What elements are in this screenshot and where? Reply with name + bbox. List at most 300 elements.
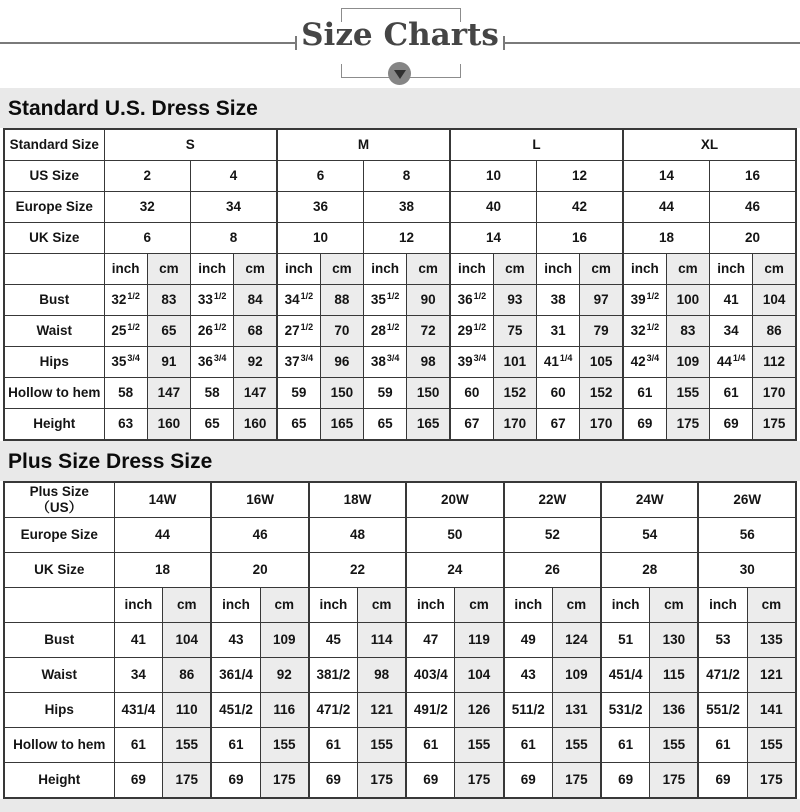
section-title-plus: Plus Size Dress Size xyxy=(0,441,800,481)
fraction-superscript: 3/4 xyxy=(386,352,400,363)
unit-cell: cm xyxy=(666,254,709,285)
fraction-superscript: 1/2 xyxy=(646,290,660,301)
value-cell: 31 xyxy=(537,316,580,347)
value-cell: 431/4 xyxy=(114,693,163,728)
unit-cell: cm xyxy=(580,254,623,285)
fraction-superscript: 3/4 xyxy=(300,352,314,363)
row-label: Bust xyxy=(4,623,114,658)
measure-row xyxy=(4,693,796,728)
info-cell: 30 xyxy=(698,553,796,588)
info-cell: 2 xyxy=(104,161,191,192)
value-cell: 69 xyxy=(710,409,753,441)
info-cell: 12 xyxy=(364,223,451,254)
unit-row-label xyxy=(4,254,104,285)
value-cell: 97 xyxy=(580,285,623,316)
info-cell: 6 xyxy=(104,223,191,254)
size-header-row xyxy=(4,129,796,161)
value-cell: 451/4 xyxy=(601,658,650,693)
info-cell: 34 xyxy=(191,192,278,223)
row-label: Waist xyxy=(4,316,104,347)
unit-cell: inch xyxy=(114,588,163,623)
value-cell: 83 xyxy=(666,316,709,347)
value-cell: 61 xyxy=(698,728,747,763)
value-cell: 65 xyxy=(364,409,407,441)
standard-size-section xyxy=(0,88,800,441)
value-cell: 58 xyxy=(104,378,147,409)
row-label: Waist xyxy=(4,658,114,693)
value-cell: 126 xyxy=(455,693,504,728)
value-cell: 67 xyxy=(450,409,493,441)
value-cell: 90 xyxy=(407,285,450,316)
fraction-superscript: 1/2 xyxy=(473,290,487,301)
info-cell: 48 xyxy=(309,518,406,553)
size-charts-header xyxy=(0,0,800,88)
fraction-superscript: 1/4 xyxy=(559,352,573,363)
value-cell: 150 xyxy=(407,378,450,409)
info-cell: 14 xyxy=(450,223,537,254)
info-cell: 12 xyxy=(537,161,624,192)
bottom-strip xyxy=(0,799,800,812)
value-cell: 175 xyxy=(455,763,504,799)
info-cell: 6 xyxy=(277,161,364,192)
value-cell: 175 xyxy=(163,763,212,799)
value-cell: 59 xyxy=(364,378,407,409)
unit-row xyxy=(4,588,796,623)
fraction-superscript: 3/4 xyxy=(213,352,227,363)
info-row xyxy=(4,161,796,192)
value-cell: 100 xyxy=(666,285,709,316)
unit-cell: cm xyxy=(320,254,363,285)
value-cell: 60 xyxy=(450,378,493,409)
value-cell: 69 xyxy=(211,763,260,799)
info-cell: 10 xyxy=(450,161,537,192)
value-cell: 69 xyxy=(698,763,747,799)
value-cell: 53 xyxy=(698,623,747,658)
value-cell: 104 xyxy=(163,623,212,658)
value-cell: $39^{1/2}$ xyxy=(623,285,666,316)
fraction-superscript: 1/2 xyxy=(300,321,314,332)
size-header-cell: S xyxy=(104,129,277,161)
measure-row xyxy=(4,409,796,441)
value-cell: 61 xyxy=(504,728,553,763)
value-cell: 104 xyxy=(455,658,504,693)
measure-row xyxy=(4,347,796,378)
value-cell: 86 xyxy=(163,658,212,693)
unit-cell: cm xyxy=(147,254,190,285)
info-cell: 18 xyxy=(114,553,211,588)
value-cell: 34 xyxy=(710,316,753,347)
info-cell: 42 xyxy=(537,192,624,223)
measure-row xyxy=(4,316,796,347)
value-cell: 403/4 xyxy=(406,658,455,693)
value-cell: 109 xyxy=(666,347,709,378)
value-cell: 170 xyxy=(580,409,623,441)
info-cell: 44 xyxy=(114,518,211,553)
value-cell: 109 xyxy=(552,658,601,693)
value-cell: 61 xyxy=(309,728,358,763)
value-cell: 175 xyxy=(666,409,709,441)
value-cell: $41^{1/4}$ xyxy=(537,347,580,378)
info-cell: 28 xyxy=(601,553,698,588)
row-label: Hollow to hem xyxy=(4,728,114,763)
info-cell: 56 xyxy=(698,518,796,553)
info-cell: 24 xyxy=(406,553,503,588)
unit-row xyxy=(4,254,796,285)
value-cell: 91 xyxy=(147,347,190,378)
info-row xyxy=(4,192,796,223)
value-cell: 41 xyxy=(114,623,163,658)
value-cell: 141 xyxy=(747,693,796,728)
info-cell: 10 xyxy=(277,223,364,254)
value-cell: $36^{1/2}$ xyxy=(450,285,493,316)
value-cell: 131 xyxy=(552,693,601,728)
info-cell: 46 xyxy=(710,192,797,223)
row-label: Europe Size xyxy=(4,192,104,223)
fraction-superscript: 3/4 xyxy=(473,352,487,363)
info-cell: 8 xyxy=(191,223,278,254)
info-cell: 52 xyxy=(504,518,601,553)
value-cell: 165 xyxy=(320,409,363,441)
unit-cell: inch xyxy=(504,588,553,623)
info-cell: 14 xyxy=(623,161,710,192)
value-cell: $39^{3/4}$ xyxy=(450,347,493,378)
unit-cell: inch xyxy=(698,588,747,623)
value-cell: 109 xyxy=(260,623,309,658)
value-cell: 96 xyxy=(320,347,363,378)
fraction-superscript: 1/2 xyxy=(300,290,314,301)
value-cell: 511/2 xyxy=(504,693,553,728)
fraction-superscript: 1/2 xyxy=(386,321,400,332)
info-cell: 8 xyxy=(364,161,451,192)
value-cell: 147 xyxy=(234,378,277,409)
info-cell: 38 xyxy=(364,192,451,223)
value-cell: 70 xyxy=(320,316,363,347)
value-cell: 61 xyxy=(601,728,650,763)
value-cell: 155 xyxy=(163,728,212,763)
value-cell: $34^{1/2}$ xyxy=(277,285,320,316)
info-cell: 20 xyxy=(211,553,308,588)
value-cell: 49 xyxy=(504,623,553,658)
row-label: Hips xyxy=(4,693,114,728)
value-cell: 61 xyxy=(406,728,455,763)
value-cell: 491/2 xyxy=(406,693,455,728)
value-cell: 471/2 xyxy=(309,693,358,728)
value-cell: 47 xyxy=(406,623,455,658)
info-cell: 44 xyxy=(623,192,710,223)
value-cell: 61 xyxy=(710,378,753,409)
info-row xyxy=(4,553,796,588)
value-cell: 65 xyxy=(147,316,190,347)
value-cell: 67 xyxy=(537,409,580,441)
info-row xyxy=(4,223,796,254)
value-cell: 43 xyxy=(211,623,260,658)
value-cell: $38^{3/4}$ xyxy=(364,347,407,378)
info-cell: 26 xyxy=(504,553,601,588)
value-cell: 121 xyxy=(358,693,407,728)
value-cell: 130 xyxy=(650,623,699,658)
measure-row xyxy=(4,658,796,693)
row-label: Height xyxy=(4,409,104,441)
value-cell: 84 xyxy=(234,285,277,316)
value-cell: 51 xyxy=(601,623,650,658)
size-header-label: Plus Size （US） xyxy=(4,482,114,518)
value-cell: 69 xyxy=(601,763,650,799)
info-cell: 32 xyxy=(104,192,191,223)
value-cell: 69 xyxy=(406,763,455,799)
value-cell: 86 xyxy=(753,316,796,347)
info-cell: 50 xyxy=(406,518,503,553)
section-title-standard: Standard U.S. Dress Size xyxy=(0,88,800,128)
size-header-cell: 22W xyxy=(504,482,601,518)
value-cell: 160 xyxy=(147,409,190,441)
value-cell: 175 xyxy=(552,763,601,799)
value-cell: 155 xyxy=(650,728,699,763)
value-cell: 112 xyxy=(753,347,796,378)
value-cell: 60 xyxy=(537,378,580,409)
size-header-cell: XL xyxy=(623,129,796,161)
value-cell: $37^{3/4}$ xyxy=(277,347,320,378)
value-cell: 72 xyxy=(407,316,450,347)
unit-cell: inch xyxy=(710,254,753,285)
value-cell: 68 xyxy=(234,316,277,347)
value-cell: 119 xyxy=(455,623,504,658)
row-label: Height xyxy=(4,763,114,799)
value-cell: 105 xyxy=(580,347,623,378)
unit-cell: cm xyxy=(493,254,536,285)
value-cell: 121 xyxy=(747,658,796,693)
unit-cell: cm xyxy=(455,588,504,623)
size-header-cell: 14W xyxy=(114,482,211,518)
value-cell: 69 xyxy=(623,409,666,441)
value-cell: $44^{1/4}$ xyxy=(710,347,753,378)
info-cell: 16 xyxy=(710,161,797,192)
fraction-superscript: 3/4 xyxy=(646,352,660,363)
value-cell: 61 xyxy=(114,728,163,763)
info-cell: 54 xyxy=(601,518,698,553)
value-cell: 63 xyxy=(104,409,147,441)
size-header-row xyxy=(4,482,796,518)
size-header-cell: 26W xyxy=(698,482,796,518)
fraction-superscript: 1/2 xyxy=(473,321,487,332)
value-cell: 155 xyxy=(260,728,309,763)
value-cell: 43 xyxy=(504,658,553,693)
value-cell: 92 xyxy=(234,347,277,378)
value-cell: 175 xyxy=(650,763,699,799)
row-label: Europe Size xyxy=(4,518,114,553)
value-cell: 175 xyxy=(753,409,796,441)
row-label: Hollow to hem xyxy=(4,378,104,409)
value-cell: 175 xyxy=(747,763,796,799)
size-header-label: Standard Size xyxy=(4,129,104,161)
value-cell: 155 xyxy=(455,728,504,763)
value-cell: 170 xyxy=(493,409,536,441)
value-cell: 61 xyxy=(623,378,666,409)
value-cell: 93 xyxy=(493,285,536,316)
info-cell: 18 xyxy=(623,223,710,254)
measure-row xyxy=(4,378,796,409)
value-cell: 124 xyxy=(552,623,601,658)
value-cell: 381/2 xyxy=(309,658,358,693)
plus-size-section xyxy=(0,441,800,799)
value-cell: $32^{1/2}$ xyxy=(104,285,147,316)
fraction-superscript: 1/4 xyxy=(732,352,746,363)
value-cell: 110 xyxy=(163,693,212,728)
unit-cell: cm xyxy=(234,254,277,285)
value-cell: 155 xyxy=(666,378,709,409)
value-cell: $29^{1/2}$ xyxy=(450,316,493,347)
value-cell: 152 xyxy=(580,378,623,409)
value-cell: $32^{1/2}$ xyxy=(623,316,666,347)
value-cell: 98 xyxy=(358,658,407,693)
value-cell: 101 xyxy=(493,347,536,378)
measure-row xyxy=(4,728,796,763)
unit-cell: cm xyxy=(358,588,407,623)
measure-row xyxy=(4,285,796,316)
row-label: Bust xyxy=(4,285,104,316)
unit-cell: cm xyxy=(753,254,796,285)
value-cell: 116 xyxy=(260,693,309,728)
unit-cell: cm xyxy=(747,588,796,623)
size-header-cell: 20W xyxy=(406,482,503,518)
unit-cell: cm xyxy=(552,588,601,623)
value-cell: 175 xyxy=(260,763,309,799)
value-cell: 59 xyxy=(277,378,320,409)
value-cell: 152 xyxy=(493,378,536,409)
table-body xyxy=(4,129,796,440)
value-cell: $33^{1/2}$ xyxy=(191,285,234,316)
value-cell: 45 xyxy=(309,623,358,658)
size-header-cell: L xyxy=(450,129,623,161)
value-cell: 98 xyxy=(407,347,450,378)
table-body xyxy=(4,482,796,798)
fraction-superscript: 1/2 xyxy=(646,321,660,332)
value-cell: 361/4 xyxy=(211,658,260,693)
fraction-superscript: 1/2 xyxy=(213,290,227,301)
value-cell: 34 xyxy=(114,658,163,693)
row-label: UK Size xyxy=(4,553,114,588)
value-cell: 451/2 xyxy=(211,693,260,728)
unit-cell: cm xyxy=(407,254,450,285)
unit-cell: inch xyxy=(406,588,455,623)
size-header-cell: 18W xyxy=(309,482,406,518)
value-cell: 88 xyxy=(320,285,363,316)
standard-size-table xyxy=(3,128,797,441)
value-cell: 155 xyxy=(747,728,796,763)
value-cell: 155 xyxy=(552,728,601,763)
size-header-cell: M xyxy=(277,129,450,161)
measure-row xyxy=(4,623,796,658)
row-label: UK Size xyxy=(4,223,104,254)
fraction-superscript: 3/4 xyxy=(127,352,140,363)
value-cell: 147 xyxy=(147,378,190,409)
value-cell: $35^{1/2}$ xyxy=(364,285,407,316)
chevron-down-icon xyxy=(388,62,411,85)
fraction-superscript: 1/2 xyxy=(127,321,140,332)
value-cell: $36^{3/4}$ xyxy=(191,347,234,378)
value-cell: $25^{1/2}$ xyxy=(104,316,147,347)
unit-cell: inch xyxy=(537,254,580,285)
value-cell: 150 xyxy=(320,378,363,409)
value-cell: 551/2 xyxy=(698,693,747,728)
unit-cell: inch xyxy=(450,254,493,285)
value-cell: 79 xyxy=(580,316,623,347)
size-header-cell: 16W xyxy=(211,482,308,518)
unit-cell: inch xyxy=(309,588,358,623)
info-cell: 20 xyxy=(710,223,797,254)
unit-cell: inch xyxy=(211,588,260,623)
value-cell: $26^{1/2}$ xyxy=(191,316,234,347)
unit-cell: cm xyxy=(163,588,212,623)
fraction-superscript: 1/2 xyxy=(213,321,227,332)
value-cell: 69 xyxy=(309,763,358,799)
value-cell: 114 xyxy=(358,623,407,658)
value-cell: 136 xyxy=(650,693,699,728)
unit-cell: inch xyxy=(601,588,650,623)
info-cell: 40 xyxy=(450,192,537,223)
row-label: Hips xyxy=(4,347,104,378)
value-cell: 69 xyxy=(504,763,553,799)
value-cell: 115 xyxy=(650,658,699,693)
value-cell: 38 xyxy=(537,285,580,316)
unit-cell: inch xyxy=(277,254,320,285)
info-cell: 36 xyxy=(277,192,364,223)
measure-row xyxy=(4,763,796,799)
value-cell: 65 xyxy=(191,409,234,441)
info-row xyxy=(4,518,796,553)
value-cell: 104 xyxy=(753,285,796,316)
chevron-down-glyph xyxy=(394,70,406,79)
value-cell: 155 xyxy=(358,728,407,763)
value-cell: 61 xyxy=(211,728,260,763)
fraction-superscript: 1/2 xyxy=(127,290,140,301)
value-cell: 92 xyxy=(260,658,309,693)
value-cell: $27^{1/2}$ xyxy=(277,316,320,347)
value-cell: 160 xyxy=(234,409,277,441)
value-cell: 69 xyxy=(114,763,163,799)
unit-cell: cm xyxy=(260,588,309,623)
unit-cell: inch xyxy=(364,254,407,285)
plus-size-table xyxy=(3,481,797,799)
unit-cell: inch xyxy=(104,254,147,285)
value-cell: 41 xyxy=(710,285,753,316)
value-cell: 531/2 xyxy=(601,693,650,728)
value-cell: $35^{3/4}$ xyxy=(104,347,147,378)
info-cell: 16 xyxy=(537,223,624,254)
page-title: Size Charts xyxy=(301,17,499,53)
info-cell: 46 xyxy=(211,518,308,553)
value-cell: 83 xyxy=(147,285,190,316)
info-cell: 4 xyxy=(191,161,278,192)
value-cell: 170 xyxy=(753,378,796,409)
value-cell: $42^{3/4}$ xyxy=(623,347,666,378)
value-cell: 175 xyxy=(358,763,407,799)
value-cell: $28^{1/2}$ xyxy=(364,316,407,347)
size-header-cell: 24W xyxy=(601,482,698,518)
fraction-superscript: 1/2 xyxy=(386,290,400,301)
value-cell: 471/2 xyxy=(698,658,747,693)
value-cell: 135 xyxy=(747,623,796,658)
unit-cell: inch xyxy=(623,254,666,285)
info-cell: 22 xyxy=(309,553,406,588)
unit-cell: inch xyxy=(191,254,234,285)
row-label: US Size xyxy=(4,161,104,192)
unit-row-label xyxy=(4,588,114,623)
unit-cell: cm xyxy=(650,588,699,623)
value-cell: 75 xyxy=(493,316,536,347)
value-cell: 65 xyxy=(277,409,320,441)
value-cell: 165 xyxy=(407,409,450,441)
value-cell: 58 xyxy=(191,378,234,409)
